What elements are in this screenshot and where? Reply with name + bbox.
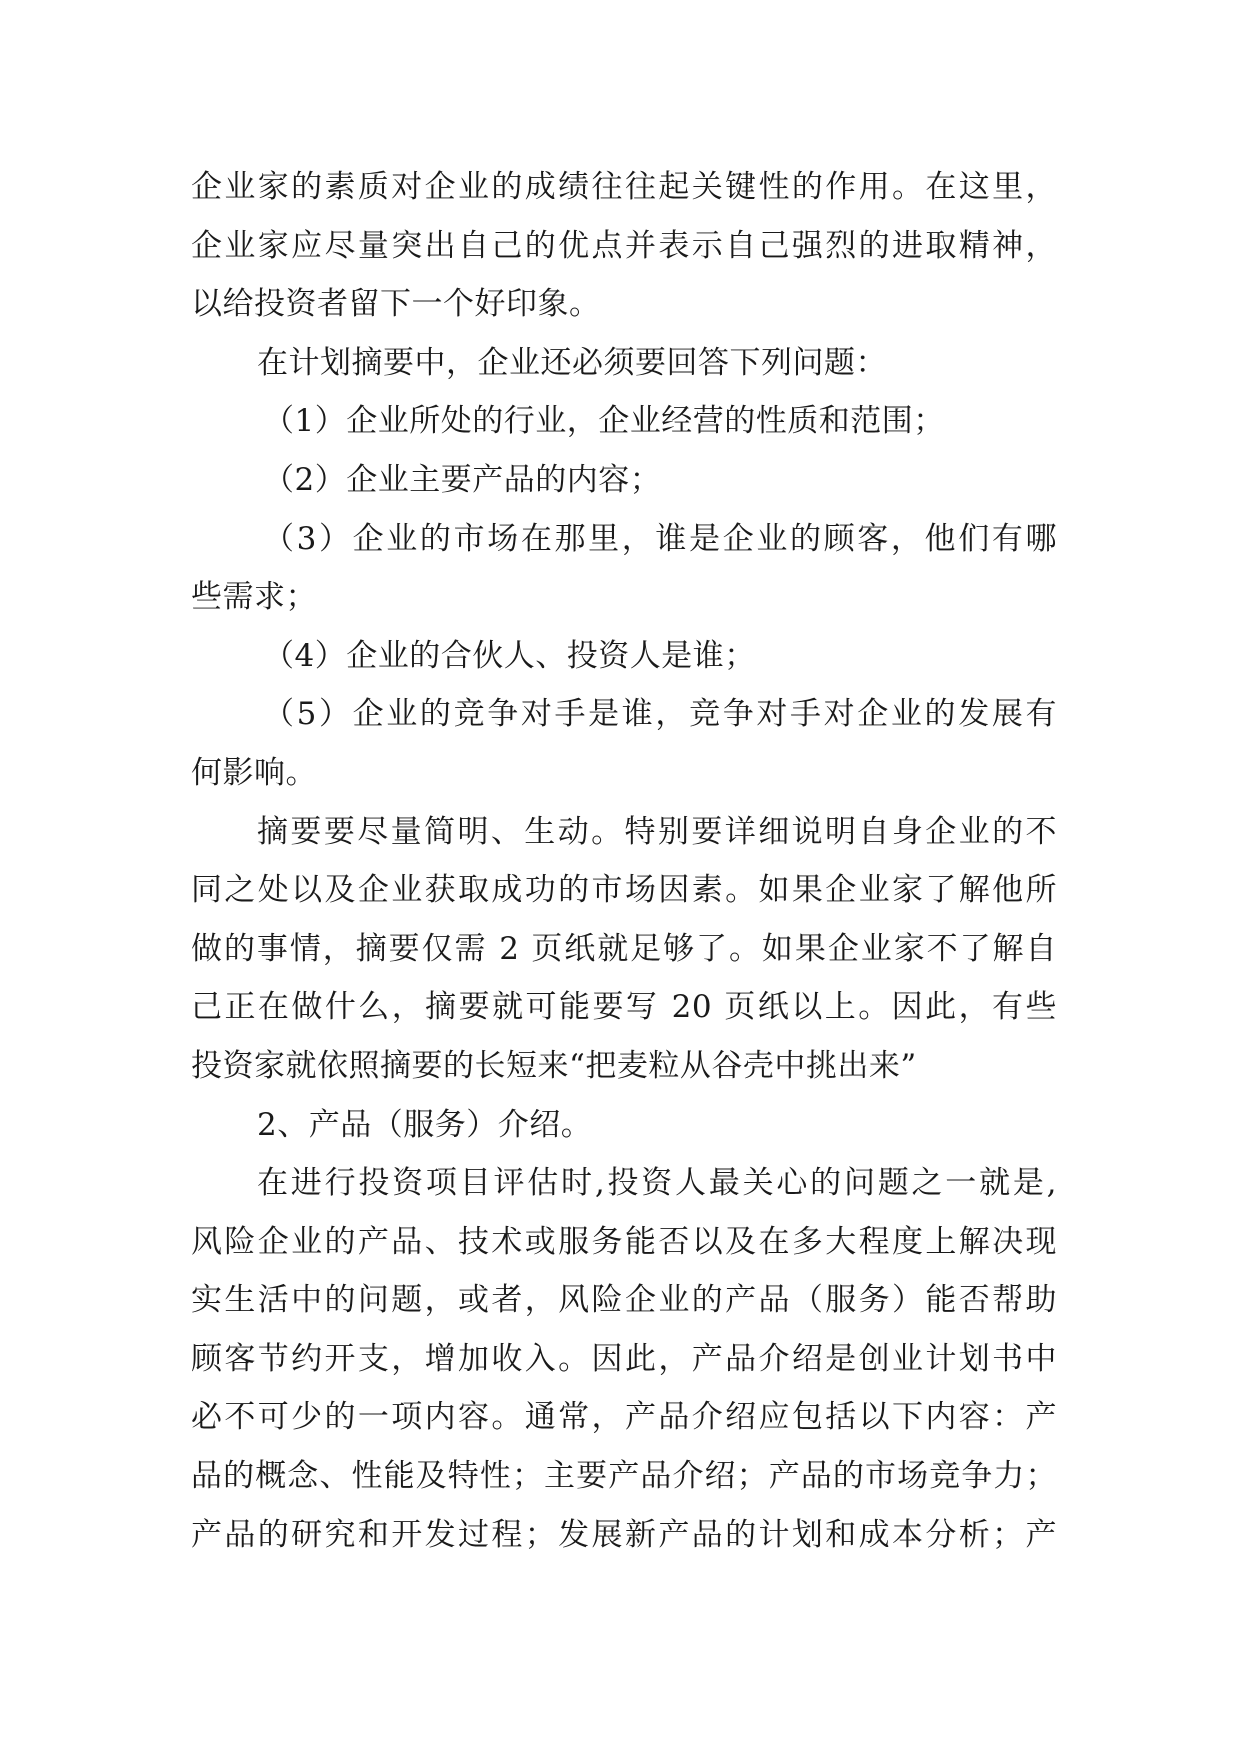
paragraph-line: 在计划摘要中，企业还必须要回答下列问题： <box>257 344 887 381</box>
paragraph-line: 己正在做什么，摘要就可能要写 20 页纸以上。因此，有些 <box>191 989 1057 1026</box>
list-item: （2）企业主要产品的内容； <box>263 461 662 498</box>
list-item: （3）企业的市场在那里，谁是企业的顾客，他们有哪 <box>263 520 1057 557</box>
section-heading: 2、产品（服务）介绍。 <box>257 1106 593 1143</box>
paragraph-line: 投资家就依照摘要的长短来“把麦粒从谷壳中挑出来” <box>191 1047 917 1084</box>
paragraph-line: 必不可少的一项内容。通常，产品介绍应包括以下内容：产 <box>191 1399 1057 1436</box>
list-item: （5）企业的竞争对手是谁，竞争对手对企业的发展有 <box>263 696 1057 733</box>
paragraph-line: 品的概念、性能及特性；主要产品介绍；产品的市场竞争力； <box>191 1458 1057 1495</box>
list-item: （1）企业所处的行业，企业经营的性质和范围； <box>263 403 945 440</box>
list-item: （4）企业的合伙人、投资人是谁； <box>263 637 756 674</box>
paragraph-line: 摘要要尽量简明、生动。特别要详细说明自身企业的不 <box>257 813 1057 850</box>
paragraph-line: 产品的研究和开发过程；发展新产品的计划和成本分析；产 <box>191 1516 1057 1553</box>
list-item-continuation: 些需求； <box>191 579 317 616</box>
paragraph-line: 做的事情，摘要仅需 2 页纸就足够了。如果企业家不了解自 <box>191 930 1057 967</box>
paragraph-line: 在进行投资项目评估时,投资人最关心的问题之一就是, <box>257 1165 1057 1202</box>
paragraph-line: 实生活中的问题，或者，风险企业的产品（服务）能否帮助 <box>191 1282 1057 1319</box>
body-text <box>191 158 1057 1564</box>
paragraph-line: 企业家应尽量突出自己的优点并表示自己强烈的进取精神， <box>191 227 1057 264</box>
paragraph-line: 以给投资者留下一个好印象。 <box>191 286 601 323</box>
paragraph-line: 企业家的素质对企业的成绩往往起关键性的作用。在这里， <box>191 169 1057 205</box>
paragraph-line: 同之处以及企业获取成功的市场因素。如果企业家了解他所 <box>191 872 1057 909</box>
paragraph-line: 风险企业的产品、技术或服务能否以及在多大程度上解决现 <box>191 1223 1057 1260</box>
paragraph-line: 顾客节约开支，增加收入。因此，产品介绍是创业计划书中 <box>191 1340 1057 1377</box>
list-item-continuation: 何影响。 <box>191 754 317 791</box>
